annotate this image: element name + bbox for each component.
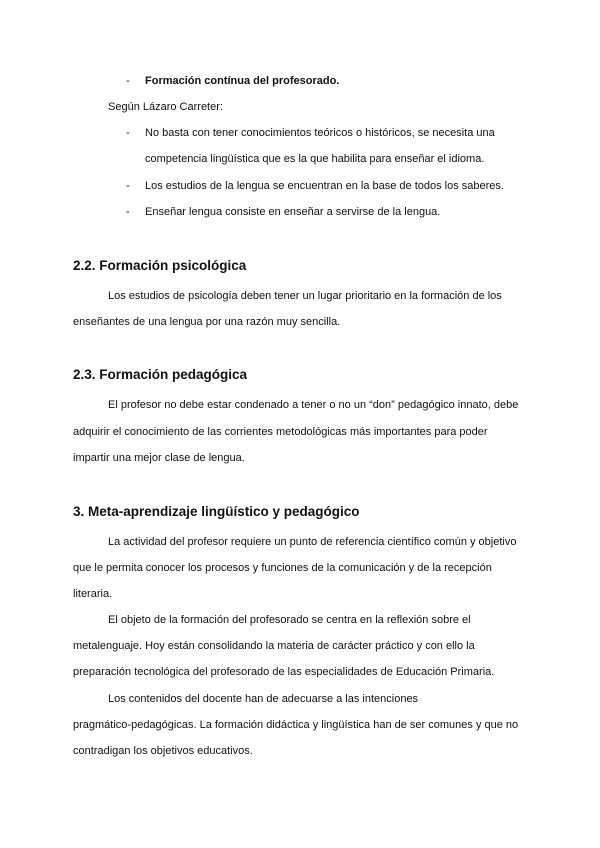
section-heading: 2.3. Formación pedagógica	[73, 367, 248, 382]
section-heading: 3. Meta-aprendizaje lingüístico y pedagógico	[73, 504, 360, 519]
list-item-bold: Formación contínua del profesorado.	[145, 75, 340, 87]
paragraph-line: Los estudios de psicología deben tener un lugar prioritario en la formación de los	[108, 290, 502, 302]
list-bullet: -	[126, 75, 130, 87]
paragraph-line: impartir una mejor clase de lengua.	[73, 452, 245, 464]
paragraph-line: metalenguaje. Hoy están consolidando la materia de carácter práctico y con ello la	[73, 640, 475, 652]
list-bullet: -	[126, 206, 130, 218]
paragraph-line: preparación tecnológica del profesorado de las especialidades de Educación Primaria.	[73, 666, 495, 678]
list-item-line: No basta con tener conocimientos teóricos o históricos, se necesita una	[145, 127, 495, 139]
paragraph-line: El profesor no debe estar condenado a tener o no un “don” pedagógico innato, debe	[108, 399, 519, 411]
paragraph-line: pragmático-pedagógicas. La formación didáctica y lingüística han de ser comunes y que no	[73, 719, 519, 731]
paragraph-line: enseñantes de una lengua por una razón muy sencilla.	[73, 316, 341, 328]
paragraph-line: Los contenidos del docente han de adecuarse a las intenciones	[108, 693, 419, 705]
intro-text: Según Lázaro Carreter:	[108, 101, 223, 113]
list-bullet: -	[126, 180, 130, 192]
paragraph-line: contradigan los objetivos educativos.	[73, 745, 253, 757]
list-item-line: Los estudios de la lengua se encuentran en la base de todos los saberes.	[145, 180, 504, 192]
paragraph-line: La actividad del profesor requiere un punto de referencia científico común y objetivo	[108, 536, 517, 548]
list-item-line: Enseñar lengua consiste en enseñar a servirse de la lengua.	[145, 206, 441, 218]
section-heading: 2.2. Formación psicológica	[73, 258, 247, 273]
list-item-line: competencia lingüística que es la que habilita para enseñar el idioma.	[145, 153, 485, 165]
paragraph-line: literaria.	[73, 588, 113, 600]
paragraph-line: adquirir el conocimiento de las corrientes metodológicas más importantes para poder	[73, 426, 488, 438]
list-bullet: -	[126, 127, 130, 139]
paragraph-line: El objeto de la formación del profesorado se centra en la reflexión sobre el	[108, 614, 471, 626]
paragraph-line: que le permita conocer los procesos y funciones de la comunicación y de la recepción	[73, 562, 492, 574]
